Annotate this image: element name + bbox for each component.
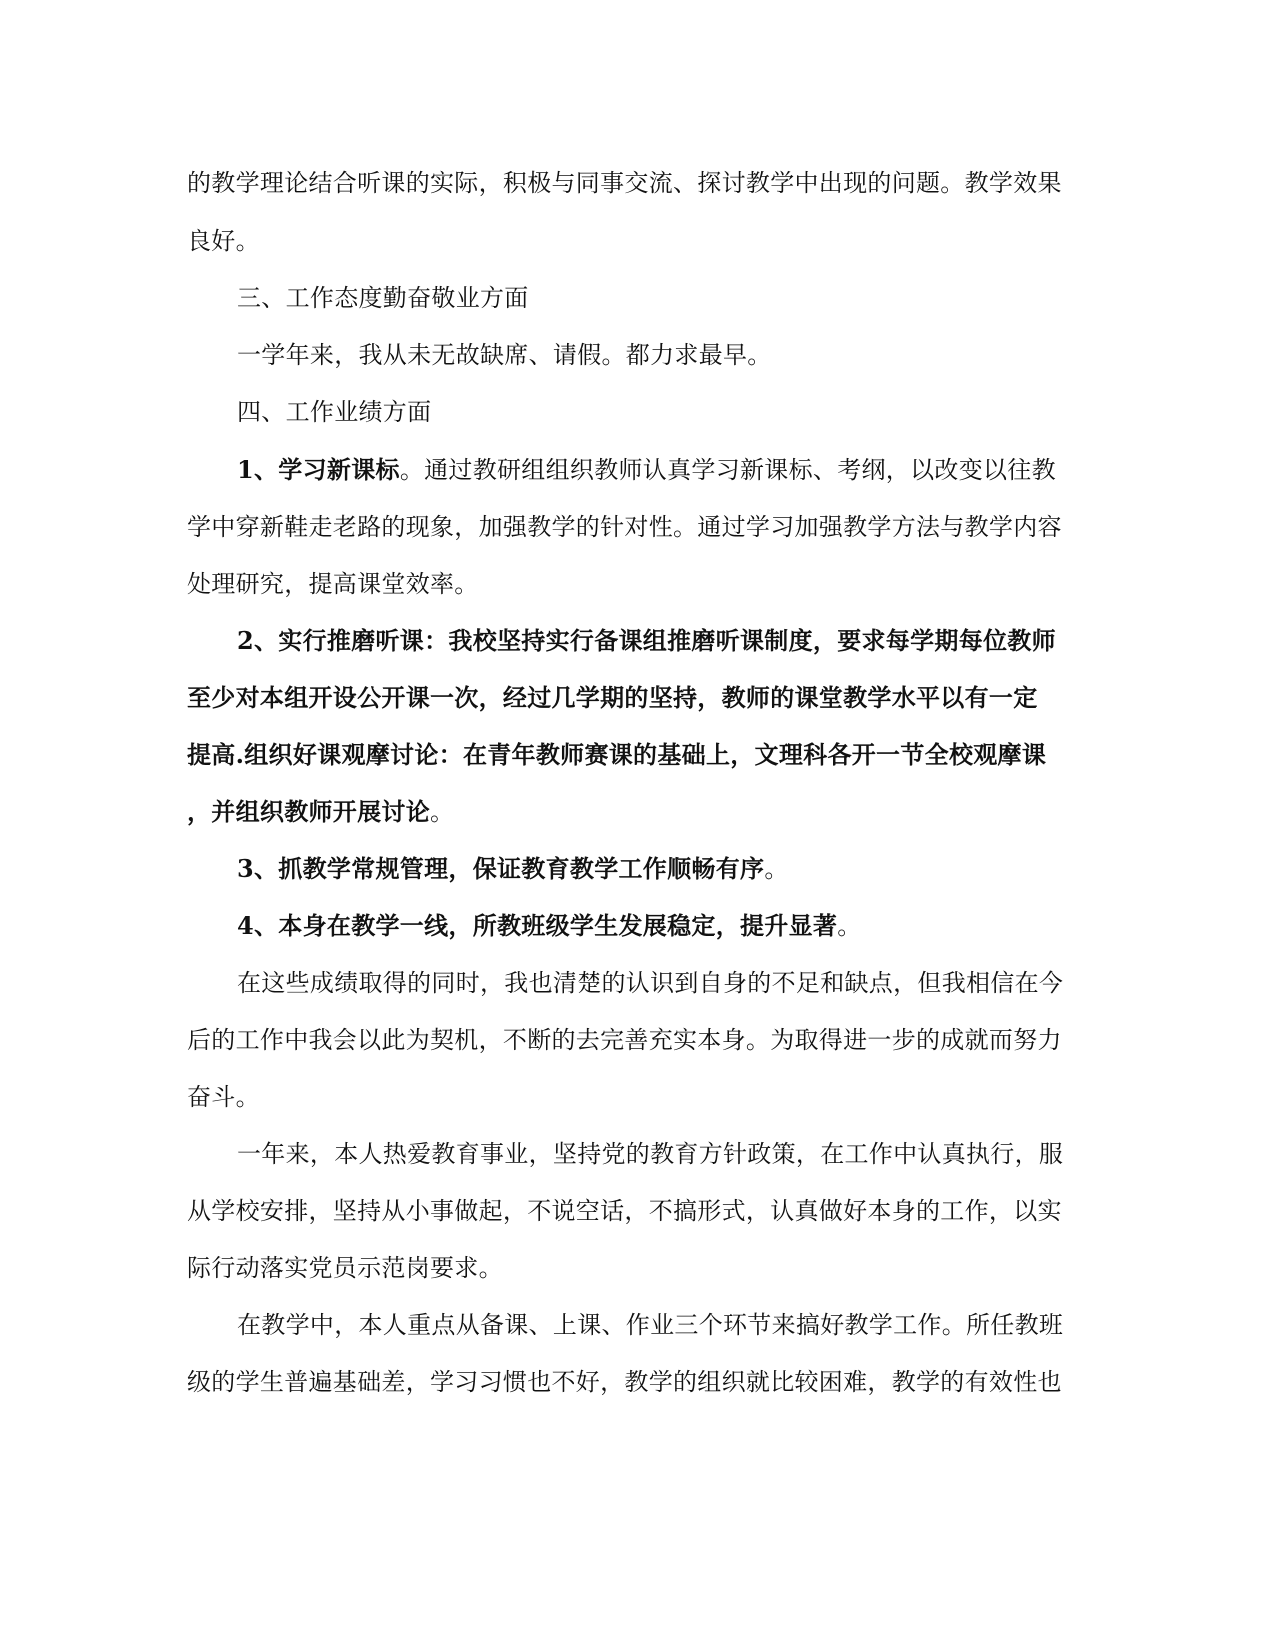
paragraph-line: 一学年来，我从未无故缺席、请假。都力求最早。 — [237, 341, 772, 369]
paragraph-line: 在这些成绩取得的同时，我也清楚的认识到自身的不足和缺点，但我相信在今 — [237, 969, 1064, 997]
paragraph-line: 的教学理论结合听课的实际，积极与同事交流、探讨教学中出现的问题。教学效果 — [187, 169, 1062, 197]
item-1-line: 处理研究，提高课堂效率。 — [187, 570, 479, 598]
item-4-line — [237, 911, 862, 941]
item-2-text: 。 — [430, 798, 455, 826]
item-3-title: 3、抓教学常规管理，保证教育教学工作顺畅有序 — [237, 854, 765, 883]
item-2-line: 至少对本组开设公开课一次，经过几学期的坚持，教师的课堂教学水平以有一定 — [187, 683, 1038, 712]
item-4-title: 4、本身在教学一线，所教班级学生发展稳定，提升显著 — [237, 911, 838, 940]
section-heading-work-attitude: 三、工作态度勤奋敬业方面 — [237, 284, 529, 312]
item-2-line: 提高.组织好课观摩讨论：在青年教师赛课的基础上，文理科各开一节全校观摩课 — [187, 740, 1047, 769]
paragraph-line: 一年来，本人热爱教育事业，坚持党的教育方针政策，在工作中认真执行，服 — [237, 1140, 1064, 1168]
paragraph-line: 际行动落实党员示范岗要求。 — [187, 1254, 503, 1282]
item-1-line: 学中穿新鞋走老路的现象，加强教学的针对性。通过学习加强教学方法与教学内容 — [187, 513, 1062, 541]
paragraph-line: 级的学生普遍基础差，学习习惯也不好，教学的组织就比较困难，教学的有效性也 — [187, 1368, 1062, 1396]
item-4-text: 。 — [837, 912, 862, 940]
paragraph-line: 后的工作中我会以此为契机，不断的去完善充实本身。为取得进一步的成就而努力 — [187, 1026, 1062, 1054]
paragraph-line: 从学校安排，坚持从小事做起，不说空话，不搞形式，认真做好本身的工作，以实 — [187, 1197, 1062, 1225]
paragraph-line: 良好。 — [187, 227, 260, 255]
item-1-text: 。通过教研组组织教师认真学习新课标、考纲，以改变以往教 — [399, 456, 1056, 484]
item-1-title: 1、学习新课标 — [237, 455, 400, 484]
item-3-text: 。 — [764, 855, 789, 883]
paragraph-line: 在教学中，本人重点从备课、上课、作业三个环节来搞好教学工作。所任教班 — [237, 1311, 1064, 1339]
item-2-line — [187, 797, 454, 827]
item-1-line — [237, 455, 1056, 485]
item-2-bold-text: ，并组织教师开展讨论 — [187, 797, 430, 826]
item-2-line: 2、实行推磨听课：我校坚持实行备课组推磨听课制度，要求每学期每位教师 — [237, 626, 1056, 655]
section-heading-work-achievements: 四、工作业绩方面 — [237, 398, 432, 426]
item-3-line — [237, 854, 789, 884]
paragraph-line: 奋斗。 — [187, 1083, 260, 1111]
